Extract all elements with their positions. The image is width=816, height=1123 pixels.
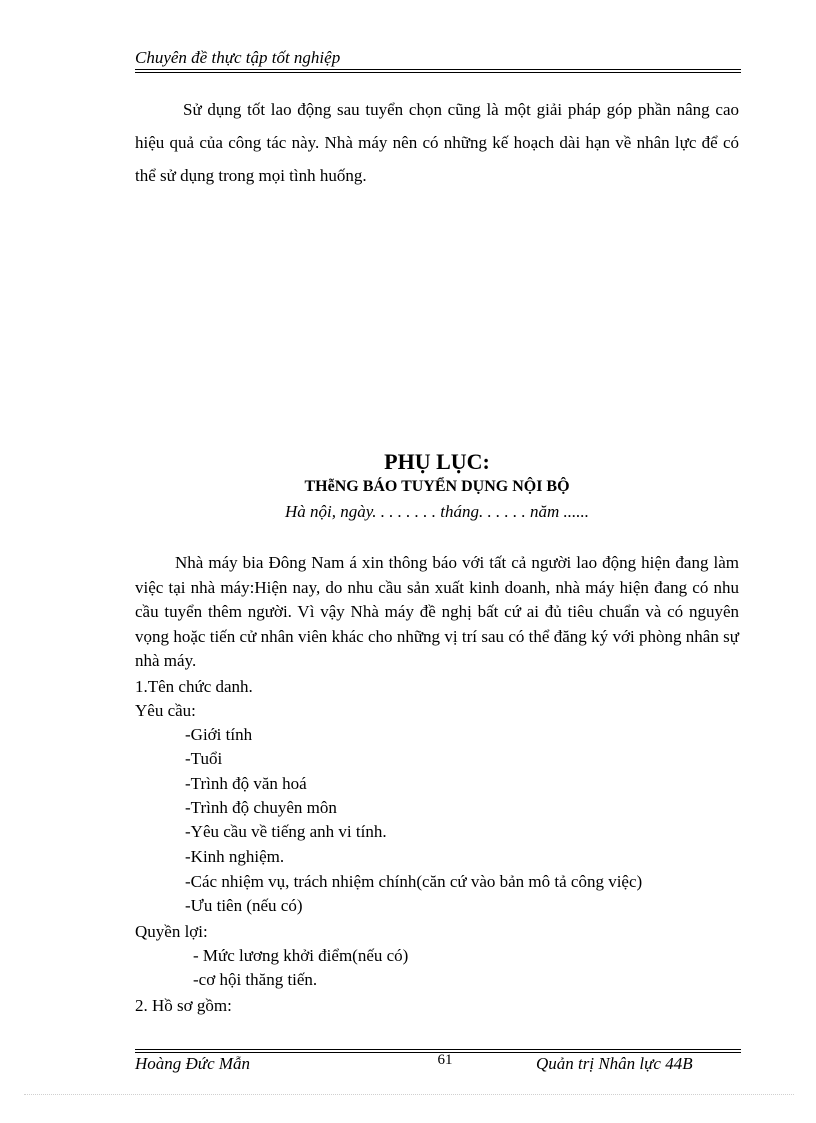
requirements-heading: Yêu cầu: (135, 701, 196, 720)
requirement-item: -Các nhiệm vụ, trách nhiệm chính(căn cứ vào bản mô tả công việc) (185, 872, 643, 891)
requirement-item: -Ưu tiên (nếu có) (185, 896, 303, 915)
dossier-heading: 2. Hồ sơ gồm: (135, 996, 232, 1015)
header-rule-top (135, 69, 741, 70)
intro-paragraph: Sử dụng tốt lao động sau tuyển chọn cũng là một giải pháp góp phần nâng cao hiệu quả của công tác này. Nhà máy nên có những kế hoạch dài hạn về nhân lực để có thể sử dụng trong mọi tình huống. (135, 100, 739, 185)
header-title: Chuyên đề thực tập tốt nghiệp (135, 48, 341, 67)
date-line: Hà nội, ngày. . . . . . . . tháng. . . . . . năm ...... (284, 502, 590, 521)
benefits-heading: Quyền lợi: (135, 922, 208, 941)
requirement-item: -Tuổi (185, 749, 223, 768)
position-heading: 1.Tên chức danh. (135, 677, 253, 696)
requirement-item: -Kinh nghiệm. (185, 847, 285, 866)
footer-rule-top (135, 1049, 741, 1050)
benefit-item: -cơ hội thăng tiến. (193, 970, 318, 989)
page-break-line (24, 1094, 794, 1095)
requirement-item: -Yêu cầu về tiếng anh vi tính. (185, 822, 387, 841)
requirement-item: -Trình độ chuyên môn (185, 798, 337, 817)
notice-title: THễNG BÁO TUYỂN DỤNG NỘI BỘ (304, 478, 570, 495)
notice-body-paragraph: Nhà máy bia Đông Nam á xin thông báo với tất cả người lao động hiện đang làm việc tại nhà máy:Hiện nay, do nhu cầu sản xuất kinh doanh, nhà máy hiện đang có nhu cầu tuyển thêm người. Vì vậy Nhà máy đề nghị bất cứ ai đủ tiêu chuẩn và có nguyên vọng hoặc tiến cử nhân viên khác cho những vị trí sau có thể đăng ký với phòng nhân sự nhà máy. (135, 553, 739, 670)
page-number: 61 (437, 1052, 453, 1068)
header-rule-bottom (135, 72, 741, 73)
benefit-item: - Mức lương khởi điểm(nếu có) (193, 946, 409, 965)
requirement-item: -Giới tính (185, 725, 253, 744)
appendix-title: PHỤ LỤC: (384, 449, 490, 474)
requirement-item: -Trình độ văn hoá (185, 774, 307, 793)
footer-course: Quản trị Nhân lực 44B (536, 1054, 693, 1073)
footer-author: Hoàng Đức Mẫn (135, 1054, 251, 1073)
